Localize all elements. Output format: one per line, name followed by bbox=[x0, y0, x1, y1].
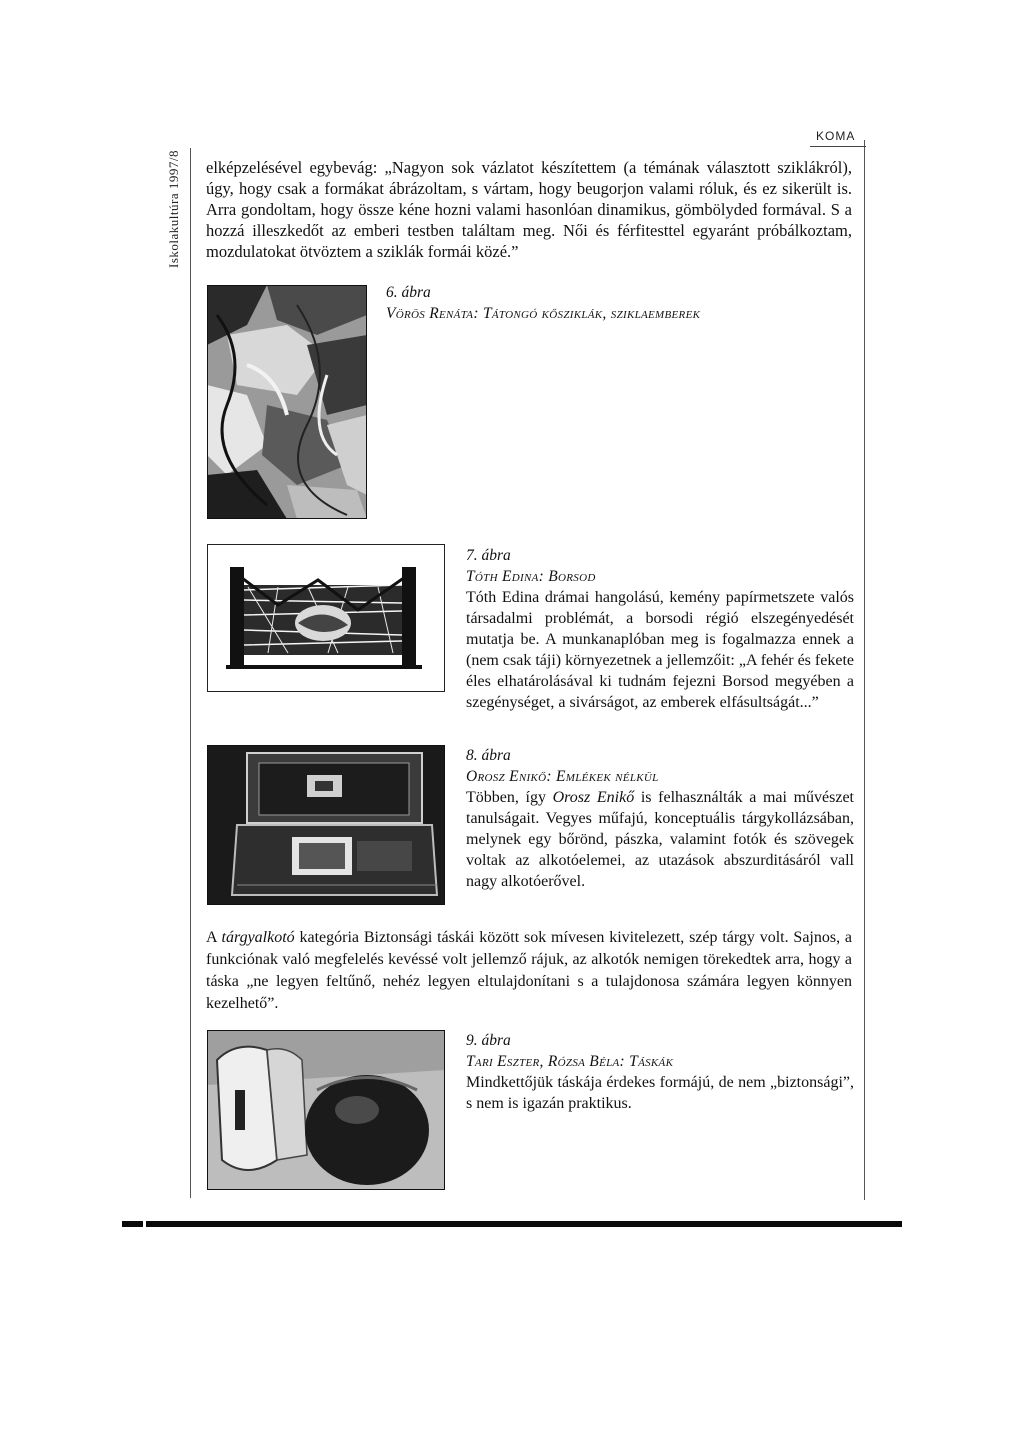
intro-text: elképzelésével egybevág: „Nagyon sok vázlatot készítettem (a témának választott sziklákról), úgy, hogy csak a formákat ábrázoltam, s vártam, hogy beugorjon valami róluk, és ez sikerült is. Arra gondoltam, hogy össze kéne hozni valami hasonlóan dinamikus, gömbölyded formával. S a hozzá illeszkedőt az emberi testben találtam meg. Női és férfitesttel egyaránt próbálkoztam, mozdulatokat ötvöztem a sziklák formái közé.” bbox=[206, 158, 852, 261]
figure-9-number: 9. ábra bbox=[466, 1032, 511, 1049]
figure-8-caption bbox=[466, 745, 854, 892]
figure-7-body: Tóth Edina drámai hangolású, kemény papírmetszete valós társadalmi problémát, a borsodi régió elszegényedését mutatja be. A munkanaplóban meg is fogalmazza ennek a (nem csak táji) környezetnek a jellemzőit: „A fehér és fekete éles elhatárolásával ki tudnám fejezni Borsod megyében a szegénységet, a sivárságot, az emberek elfásultságát...” bbox=[466, 589, 854, 711]
middle-text-rest: kategória Biztonsági táskái között sok mívesen kivitelezett, szép tárgy volt. Sajnos, a funkciónak való megfelelés kevéssé volt jellemző rájuk, az alkotók nemigen törekedtek arra, hogy a táska „ne legyen feltűnő, nehéz legyen eltulajdonítani s a tulajdonosa számára legyen könnyen kezelhető”. bbox=[206, 929, 853, 1012]
figure-7-number: 7. ábra bbox=[466, 547, 511, 564]
footer-rule bbox=[122, 1221, 902, 1227]
figure-8-body-rest: is felhasználták a mai művészet tanulságait. Vegyes műfajú, konceptuális tárgykollázsában, melynek egy bőrönd, pászka, valamint fotók és szövegek voltak az alkotóelemei, az utazások abszurditásáról vall nagy alkotóerővel. bbox=[466, 789, 854, 890]
figure-8-body-start: Többen, így bbox=[466, 789, 553, 806]
figure-7-image bbox=[207, 544, 445, 692]
left-margin-rule bbox=[190, 148, 191, 1198]
figure-6-number: 6. ábra bbox=[386, 284, 431, 301]
figure-6-image bbox=[207, 285, 367, 519]
header-rule bbox=[810, 146, 866, 147]
middle-text-start: A bbox=[206, 929, 222, 946]
middle-paragraph bbox=[206, 927, 852, 1015]
figure-9-image bbox=[207, 1030, 445, 1190]
figure-7-caption bbox=[466, 545, 854, 713]
figure-9-body: Mindkettőjük táskája érdekes formájú, de nem „biztonsági”, s nem is igazán praktikus. bbox=[466, 1074, 854, 1112]
figure-6-caption bbox=[386, 282, 856, 324]
journal-side-label: Iskolakultúra 1997/8 bbox=[166, 150, 181, 268]
figure-6-title: Vörös Renáta: Tátongó kősziklák, sziklaemberek bbox=[386, 305, 701, 322]
figure-8-title: Orosz Enikő: Emlékek nélkül bbox=[466, 768, 659, 785]
figure-8-body bbox=[466, 787, 854, 892]
figure-7-title: Tóth Edina: Borsod bbox=[466, 568, 596, 585]
figure-8-number: 8. ábra bbox=[466, 747, 511, 764]
right-margin-rule bbox=[864, 140, 865, 1200]
section-header: KOMA bbox=[816, 129, 856, 143]
intro-paragraph bbox=[206, 157, 852, 262]
middle-text-category: tárgyalkotó bbox=[221, 929, 295, 946]
figure-8-image bbox=[207, 745, 445, 905]
figure-8-body-name: Orosz Enikő bbox=[552, 789, 635, 806]
figure-9-caption bbox=[466, 1030, 854, 1114]
footer-rule-gap bbox=[143, 1221, 146, 1227]
middle-text bbox=[206, 927, 852, 1015]
figure-9-title: Tari Eszter, Rózsa Béla: Táskák bbox=[466, 1053, 674, 1070]
